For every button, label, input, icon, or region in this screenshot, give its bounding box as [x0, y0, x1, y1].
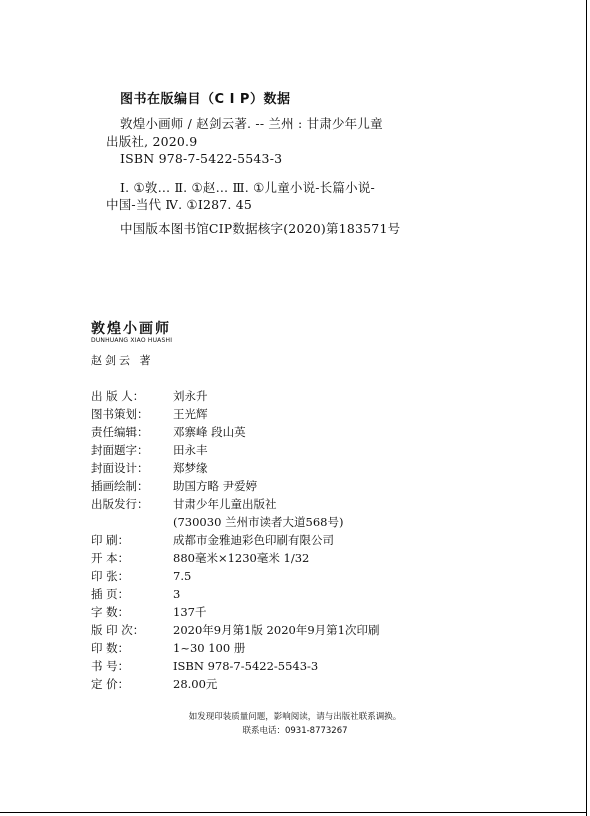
imprint-row-planner — [91, 406, 208, 422]
imprint-value: 助国方略 尹爱婷 — [173, 479, 258, 493]
imprint-row-inserts — [91, 586, 180, 602]
imprint-value: 1~30 100 册 — [173, 641, 246, 655]
imprint-label: 出 版 人： — [91, 389, 145, 403]
imprint-value: 甘肃少年儿童出版社 — [173, 497, 277, 511]
imprint-value: 880毫米×1230毫米 1/32 — [173, 551, 310, 565]
imprint-value: 刘永升 — [173, 389, 208, 403]
imprint-value: 郑梦缘 — [173, 461, 208, 475]
imprint-row-cover-calligraphy — [91, 442, 208, 458]
imprint-value: ISBN 978-7-5422-5543-3 — [173, 659, 319, 673]
book-title-pinyin: DUNHUANG XIAO HUASHI — [91, 337, 173, 344]
imprint-label: 开 本： — [91, 551, 130, 565]
cip-line-publisher: 出版社, 2020.9 — [106, 134, 198, 149]
imprint-value: 28.00元 — [173, 677, 218, 691]
book-title: 敦煌小画师 — [91, 321, 171, 337]
imprint-row-printer — [91, 532, 334, 548]
imprint-row-word-count — [91, 604, 206, 620]
cip-line-classification: 中国-当代 Ⅳ. ①I287. 45 — [106, 197, 253, 212]
imprint-row-illustration — [91, 478, 257, 494]
book-author: 赵剑云 著 — [91, 354, 154, 367]
imprint-row-isbn — [91, 658, 318, 674]
imprint-row-price — [91, 676, 217, 692]
page-border-bottom — [0, 812, 587, 813]
imprint-row-edition — [91, 622, 379, 638]
imprint-value: 2020年9月第1版 2020年9月第1次印刷 — [173, 623, 380, 637]
imprint-label: 封面题字： — [91, 443, 149, 457]
imprint-label: 插画绘制： — [91, 479, 149, 493]
imprint-row-address — [91, 514, 343, 530]
cip-line-subject: Ⅰ. ①敦… Ⅱ. ①赵… Ⅲ. ①儿童小说-长篇小说- — [120, 180, 375, 195]
imprint-value: 王光辉 — [173, 407, 208, 421]
imprint-label: 印 数： — [91, 641, 130, 655]
cip-line-cip-number: 中国版本图书馆CIP数据核字(2020)第183571号 — [120, 221, 401, 236]
imprint-value: 7.5 — [173, 569, 192, 583]
imprint-value: 邓寨峰 段山英 — [173, 425, 246, 439]
footer-quality-notice: 如发现印装质量问题，影响阅读，请与出版社联系调换。 — [188, 712, 402, 722]
cip-title: 图书在版编目（C I P）数据 — [120, 92, 291, 107]
imprint-label: 版 印 次： — [91, 623, 145, 637]
imprint-label: 印 张： — [91, 569, 130, 583]
imprint-label: 书 号： — [91, 659, 130, 673]
imprint-row-editors — [91, 424, 246, 440]
imprint-label: 定 价： — [91, 677, 130, 691]
imprint-row-cover-design — [91, 460, 208, 476]
footer-contact-phone: 联系电话：0931-8773267 — [242, 726, 348, 736]
imprint-label: 出版发行： — [91, 497, 149, 511]
imprint-row-publisher-person — [91, 388, 208, 404]
cip-line-title-author: 敦煌小画师 / 赵剑云著. -- 兰州 : 甘肃少年儿童 — [120, 116, 383, 131]
imprint-row-printed-sheets — [91, 568, 191, 584]
imprint-row-print-run — [91, 640, 245, 656]
imprint-row-distribution — [91, 496, 277, 512]
imprint-label: 图书策划： — [91, 407, 149, 421]
imprint-label: 字 数： — [91, 605, 130, 619]
imprint-value: (730030 兰州市读者大道568号) — [173, 515, 344, 529]
imprint-value: 137千 — [173, 605, 207, 619]
page-border-right — [586, 0, 587, 816]
imprint-label: 封面设计： — [91, 461, 149, 475]
cip-line-isbn: ISBN 978-7-5422-5543-3 — [120, 151, 283, 166]
imprint-value: 3 — [173, 587, 181, 601]
imprint-value: 田永丰 — [173, 443, 208, 457]
imprint-label: 责任编辑： — [91, 425, 149, 439]
imprint-label: 插 页： — [91, 587, 130, 601]
imprint-value: 成都市金雅迪彩色印刷有限公司 — [173, 533, 334, 547]
imprint-row-format — [91, 550, 309, 566]
imprint-label: 印 刷： — [91, 533, 130, 547]
